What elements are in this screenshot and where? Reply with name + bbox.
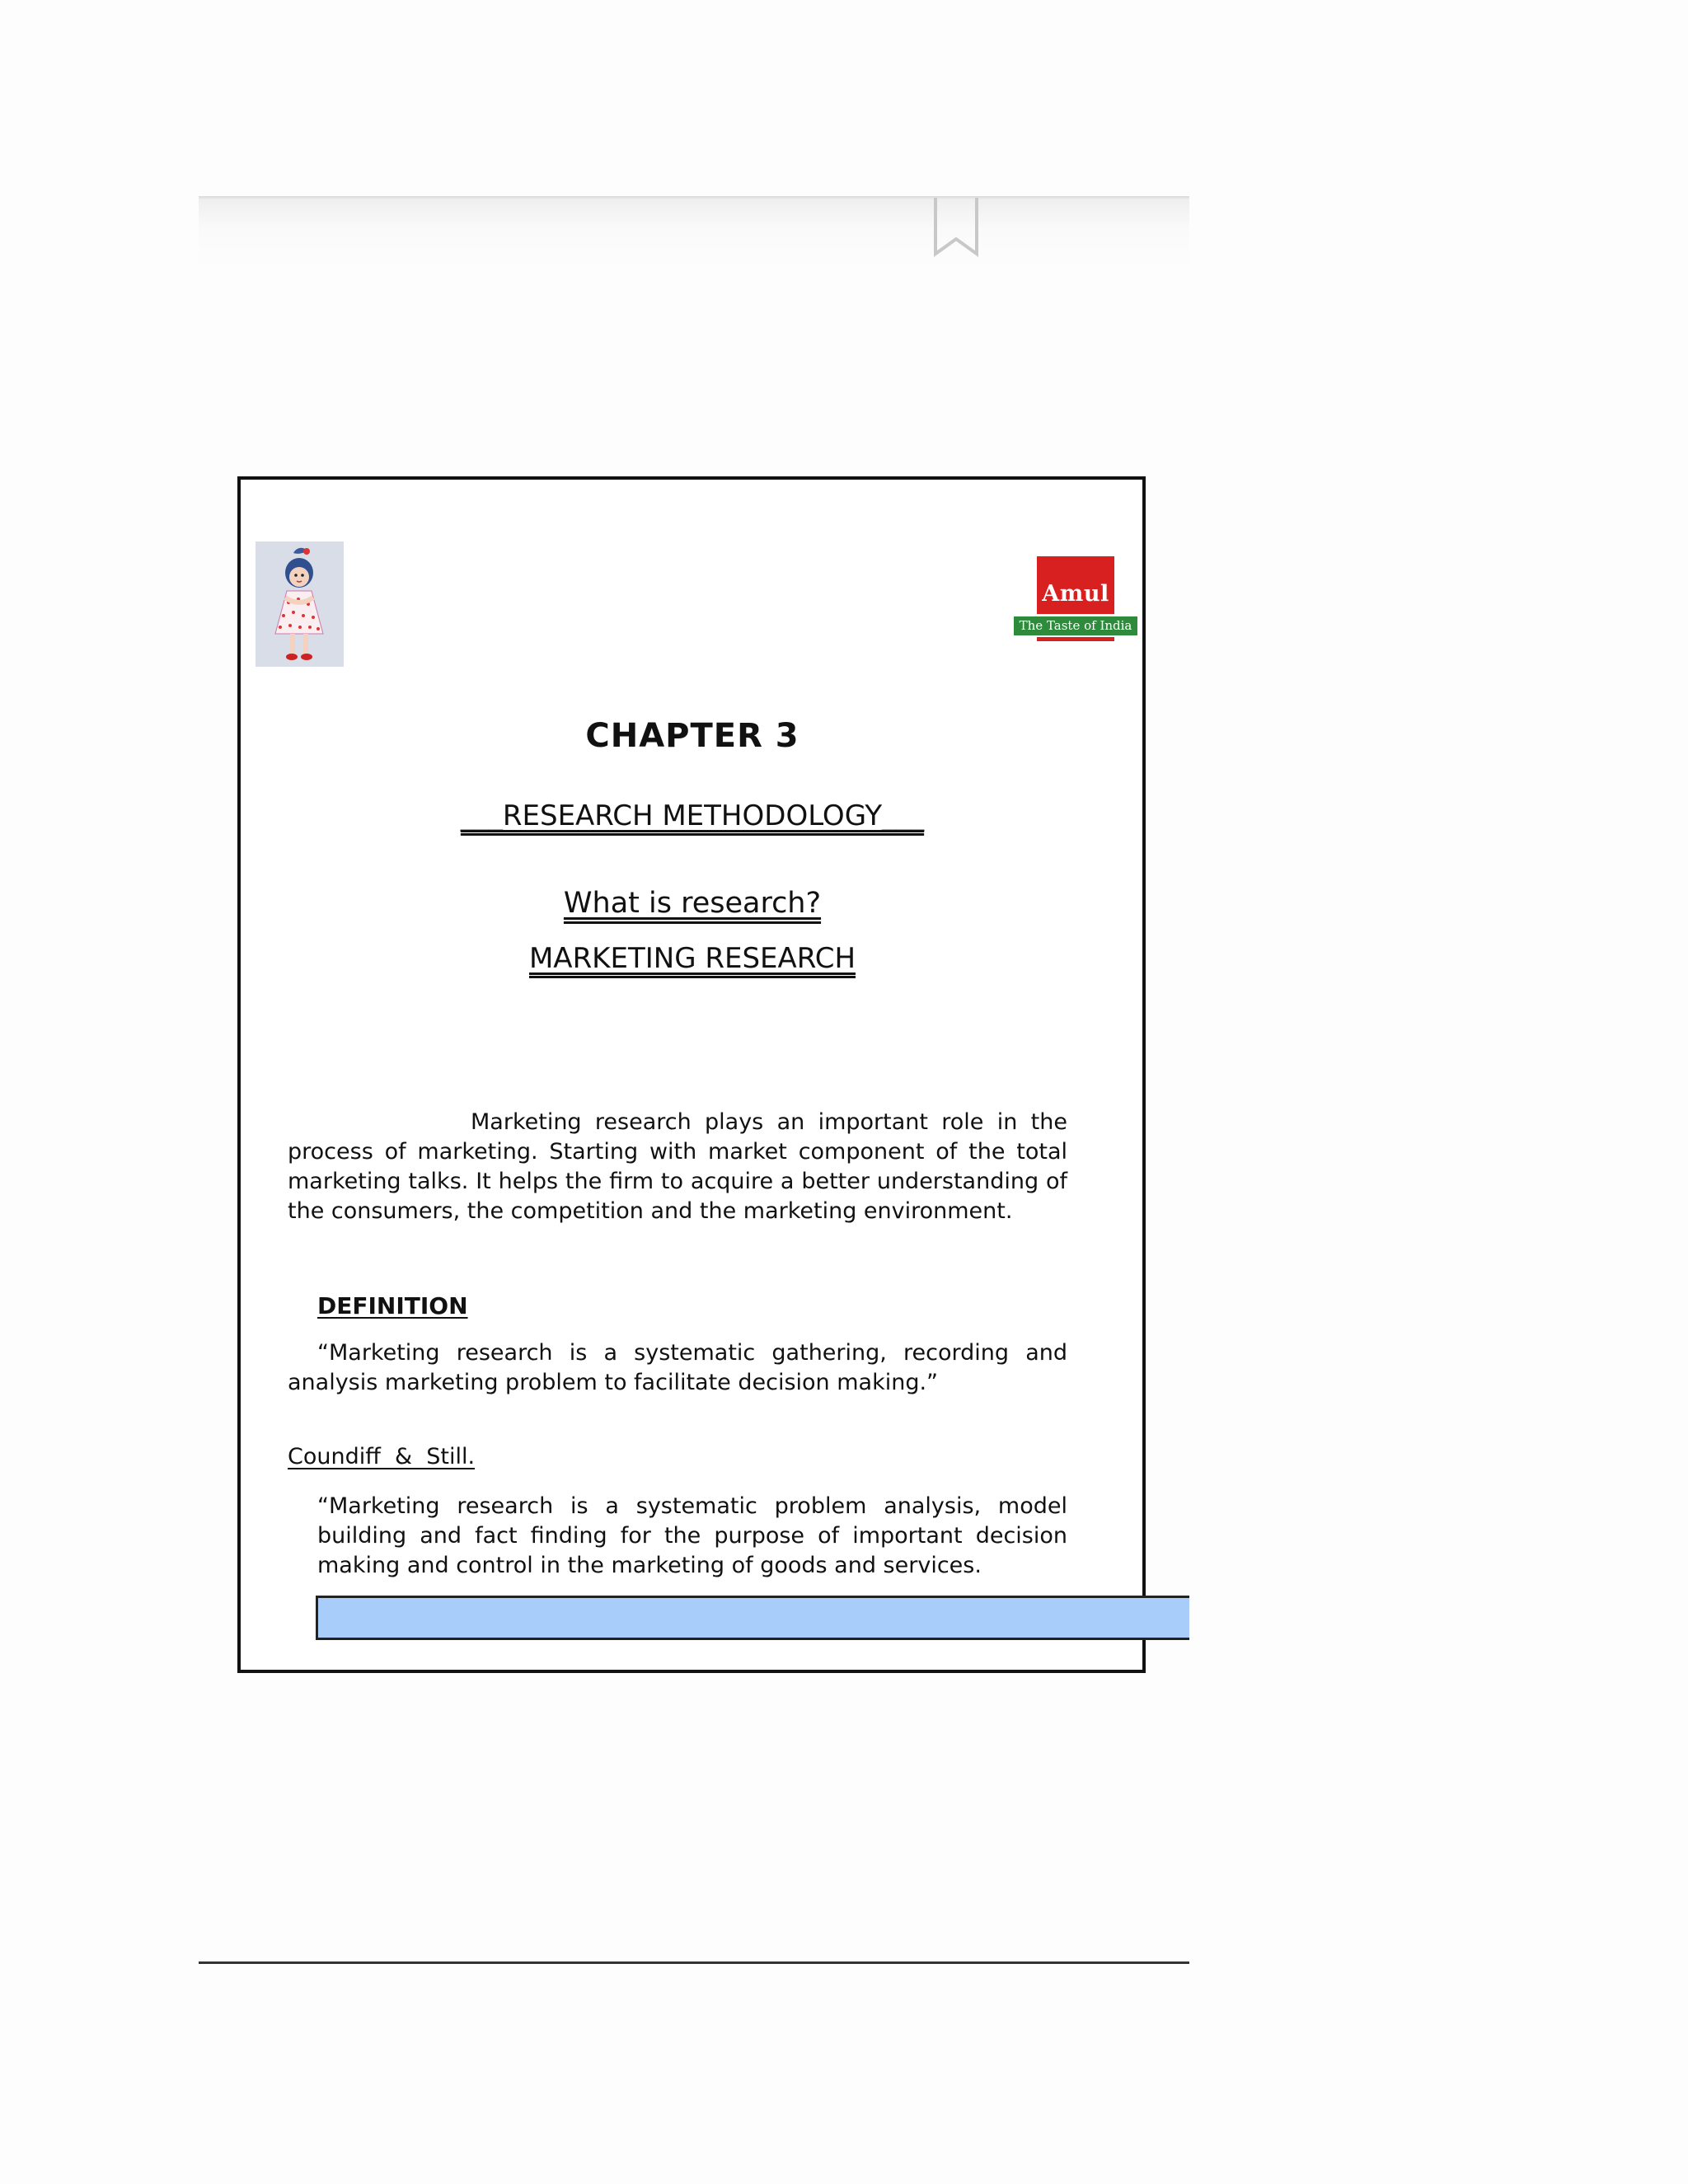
amul-wordmark: Amul: [1037, 556, 1114, 614]
definition-heading: DEFINITION: [317, 1292, 468, 1319]
amul-girl-mascot-image: [256, 541, 344, 667]
section-title: ___RESEARCH METHODOLOGY___: [460, 799, 925, 832]
intro-paragraph: Marketing research plays an important role in the process of marketing. Starting with market component of the total marketing talks. It helps the firm to acquire a better understanding of the consumers, the competition and the marketing environment.: [288, 1109, 1067, 1224]
highlight-bar: [316, 1596, 1189, 1640]
amul-logo: [1014, 556, 1137, 643]
definition-quote-1: “Marketing research is a systematic gathering, recording and analysis marketing problem to facilitate decision making.”: [288, 1340, 1067, 1395]
question-heading: What is research?: [563, 887, 822, 920]
bookmark-icon[interactable]: [932, 198, 980, 257]
amul-underline: [1037, 637, 1114, 641]
subsection-heading: MARKETING RESEARCH: [528, 942, 856, 975]
amul-tagline: The Taste of India: [1014, 616, 1137, 635]
definition-quote-2: “Marketing research is a systematic problem analysis, model building and fact finding for the purpose of important decision making and control in the marketing of goods and services.: [317, 1493, 1067, 1578]
page-bottom-rule: [199, 1961, 1189, 1964]
definition-author: Coundiff & Still.: [288, 1444, 476, 1469]
page-top-shadow: [199, 196, 1189, 270]
chapter-title: CHAPTER 3: [585, 717, 799, 755]
